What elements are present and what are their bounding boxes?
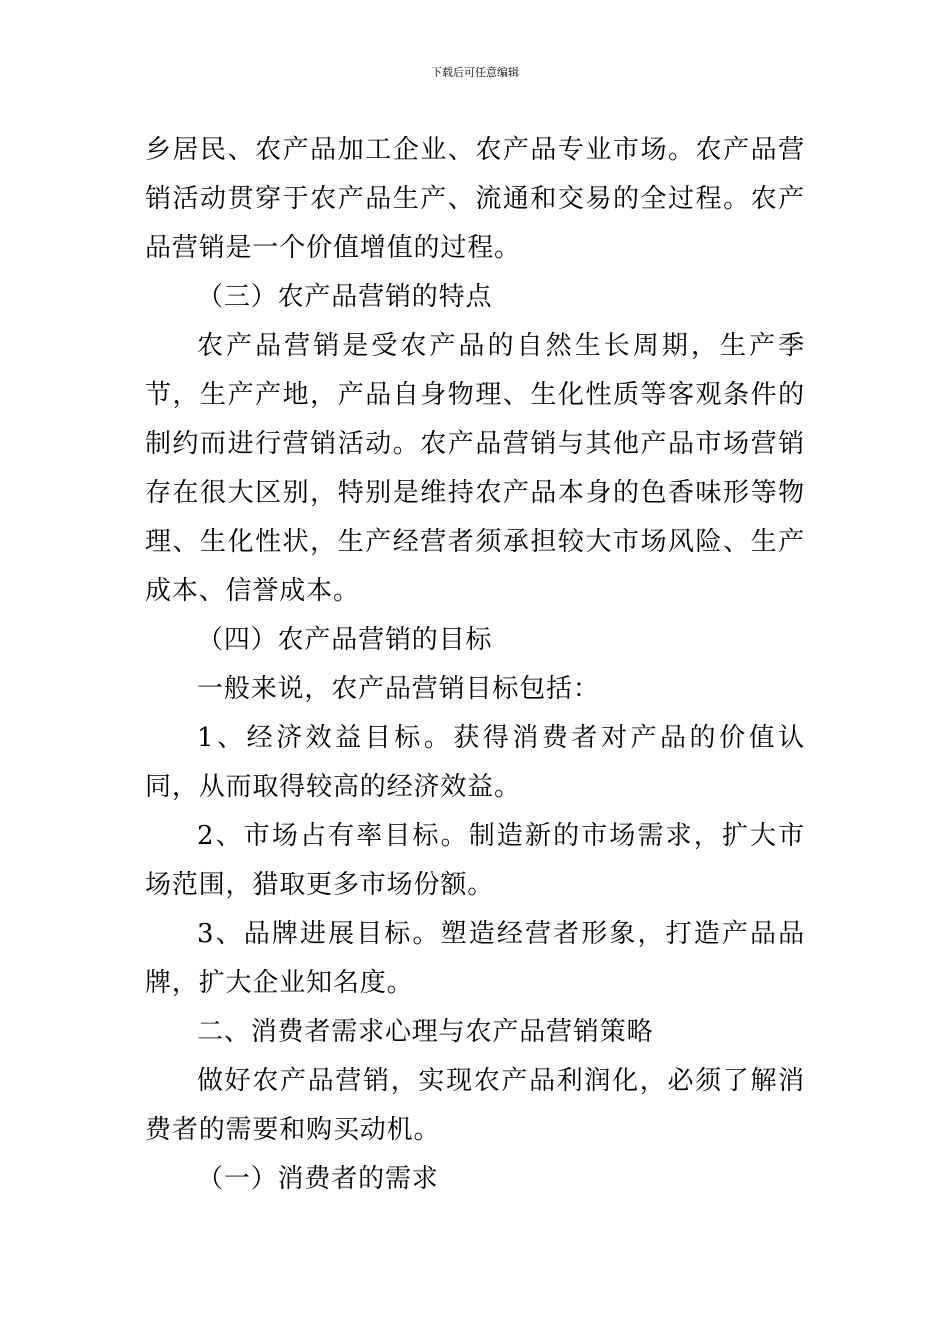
page-header: 下载后可任意编辑 xyxy=(431,66,519,79)
section-heading-features: （三）农产品营销的特点 xyxy=(197,282,493,312)
document-body xyxy=(145,126,805,1204)
paragraph-goals-intro: 一般来说，农产品营销目标包括： xyxy=(197,674,600,704)
section-heading-goals: （四）农产品营销的目标 xyxy=(197,625,493,655)
paragraph-features: 农产品营销是受农产品的自然生长周期，生产季节，生产产地，产品自身物理、生化性质等客观条件的制约而进行营销活动。农产品营销与其他产品市场营销存在很大区别，特别是维持农产品本身的色香味形等物理、生化性状，生产经营者须承担较大市场风险、生产成本、信誉成本。 xyxy=(145,331,805,606)
list-item-goal-3: 3、品牌进展目标。塑造经营者形象，打造产品品牌，扩大企业知名度。 xyxy=(145,919,805,998)
paragraph-consumer-needs: 做好农产品营销，实现农产品利润化，必须了解消费者的需要和购买动机。 xyxy=(145,1066,805,1145)
section-heading-consumer-demand: （一）消费者的需求 xyxy=(197,1164,439,1194)
list-item-goal-1: 1、经济效益目标。获得消费者对产品的价值认同，从而取得较高的经济效益。 xyxy=(145,723,805,802)
paragraph-continuation: 乡居民、农产品加工企业、农产品专业市场。农产品营销活动贯穿于农产品生产、流通和交易的全过程。农产品营销是一个价值增值的过程。 xyxy=(145,135,805,263)
section-heading-consumer-psychology: 二、消费者需求心理与农产品营销策略 xyxy=(197,1017,654,1047)
list-item-goal-2: 2、市场占有率目标。制造新的市场需求，扩大市场范围，猎取更多市场份额。 xyxy=(145,821,805,900)
